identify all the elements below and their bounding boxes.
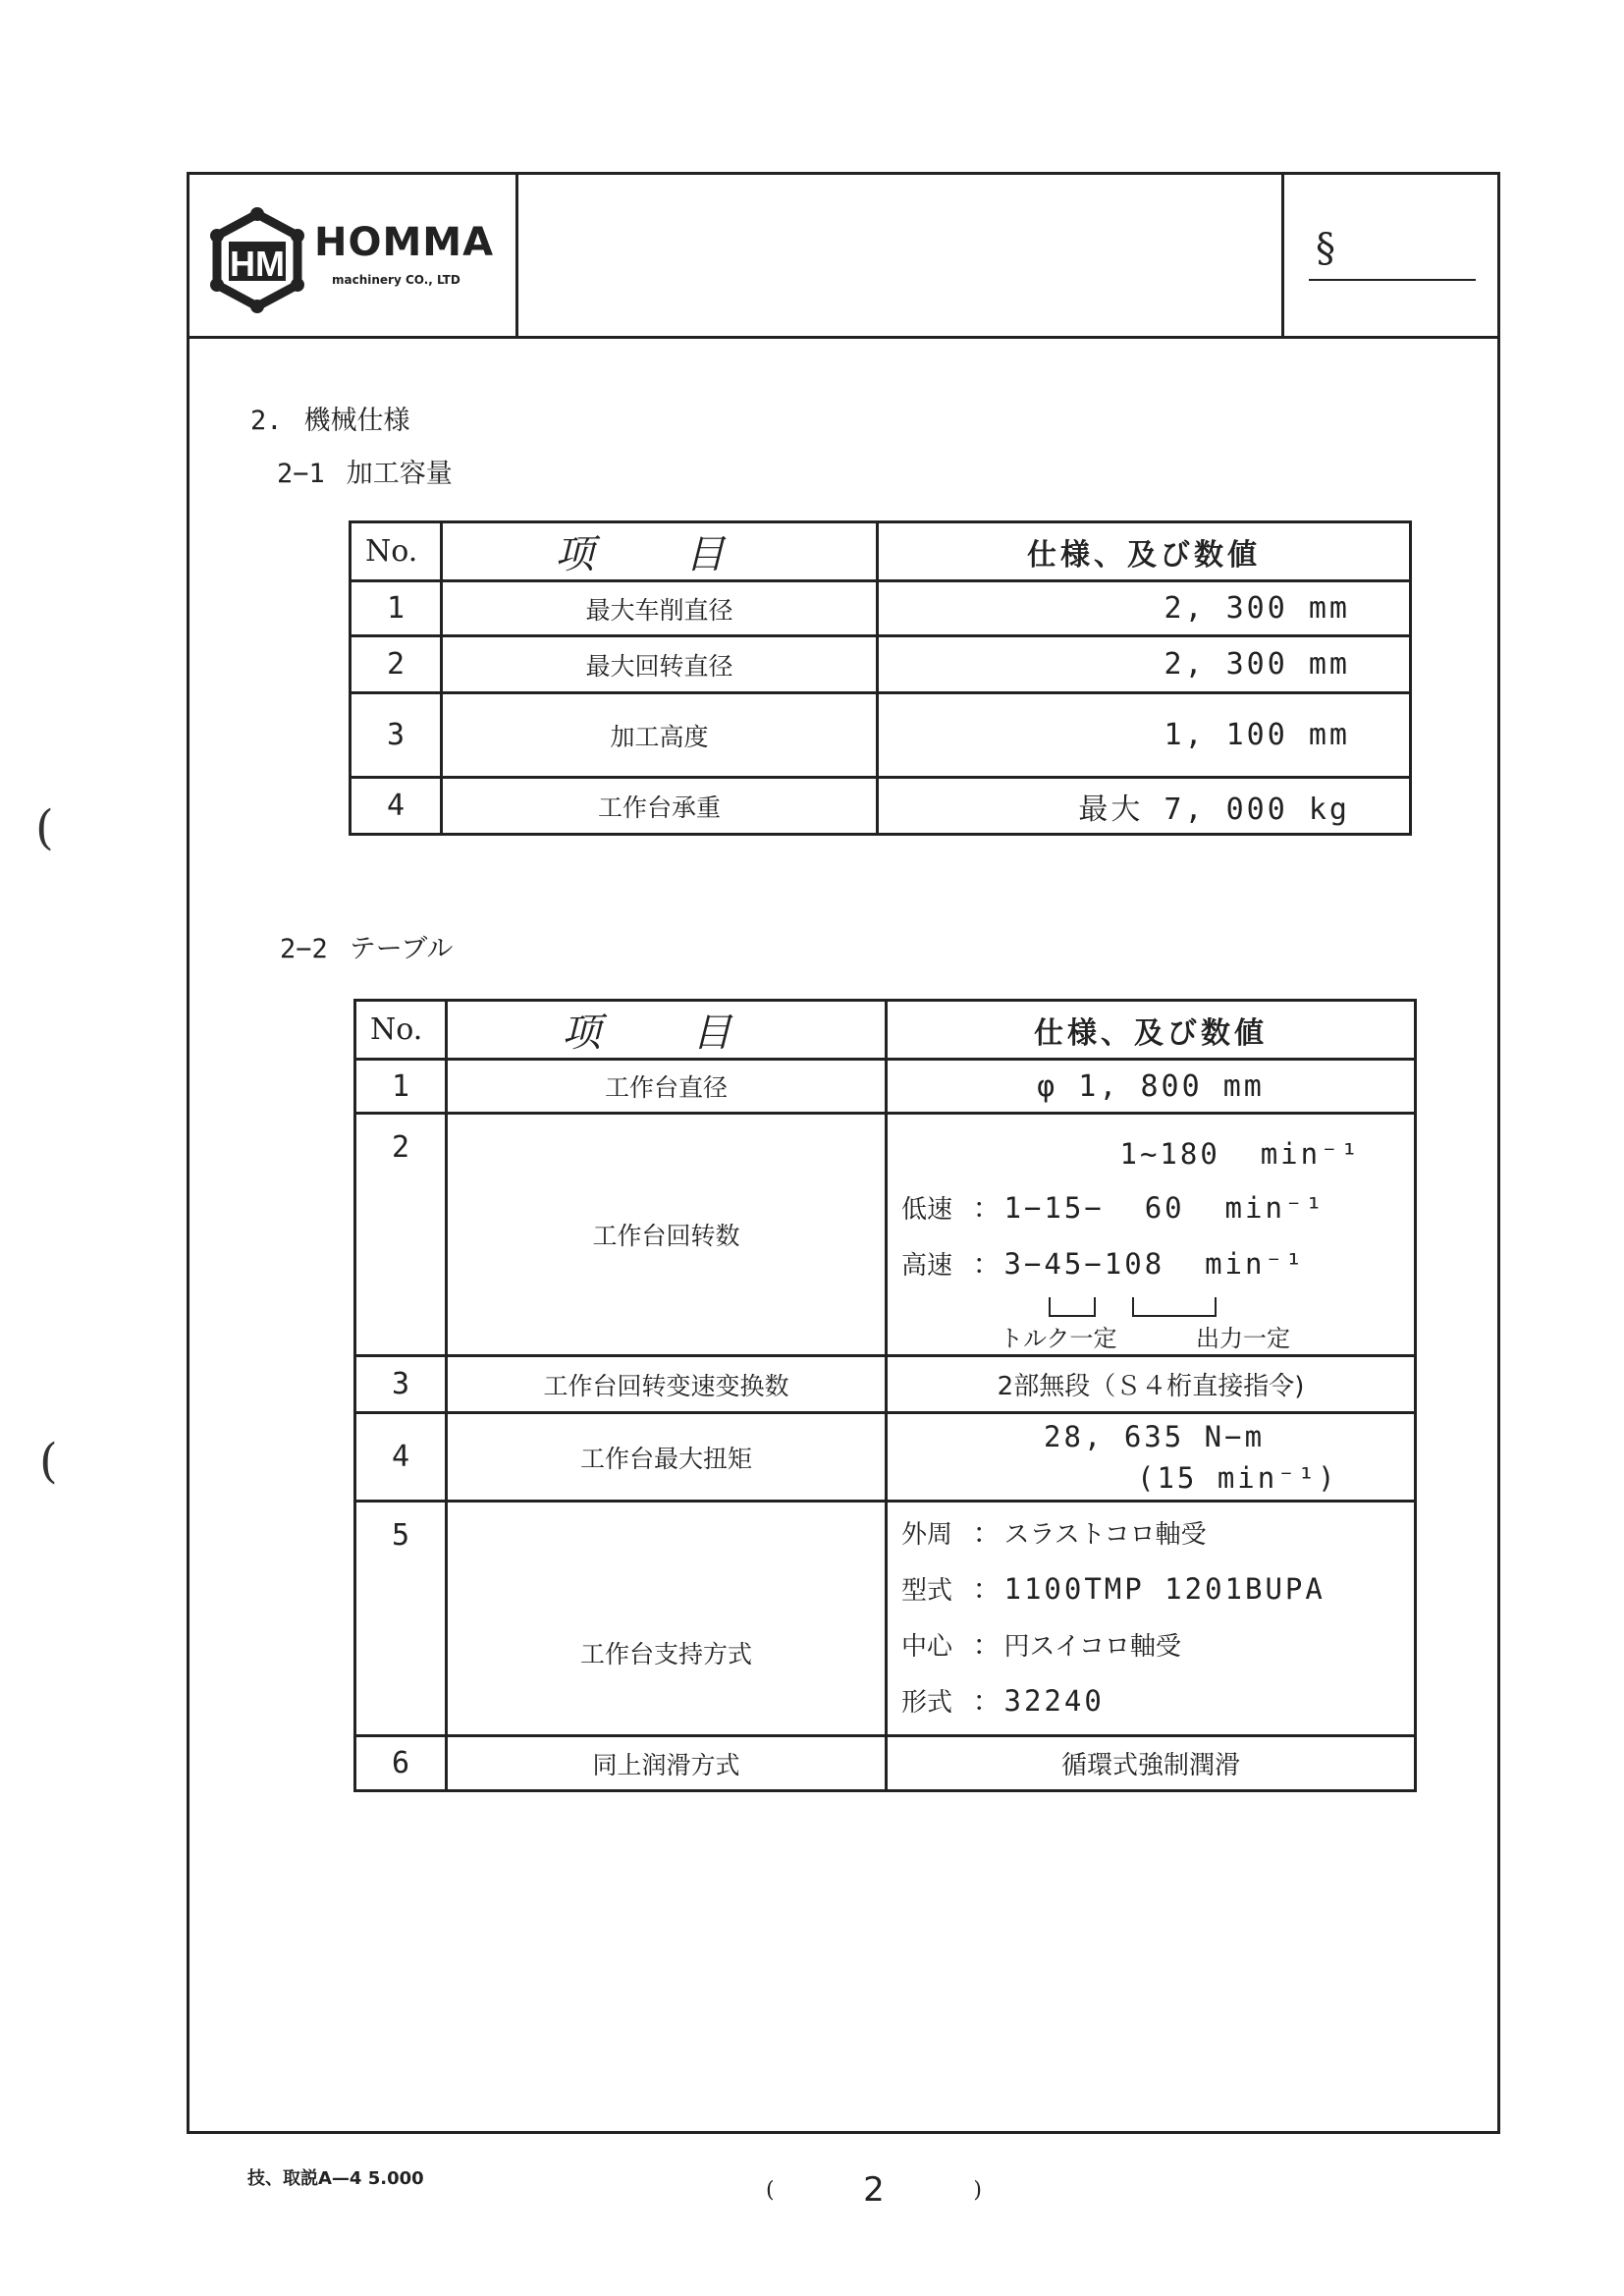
brand-subtitle: machinery CO., LTD (332, 273, 460, 287)
section-mark: § (1316, 226, 1335, 271)
table-row (351, 581, 1411, 636)
output-bracket (1132, 1297, 1217, 1317)
torque-value: 28, 635 N−m (1044, 1419, 1266, 1453)
punch-hole-mark: ( (35, 800, 54, 855)
svg-text:HM: HM (230, 244, 285, 284)
row-value: 最大 7, 000 kg (878, 778, 1411, 835)
row-no: 5 (355, 1502, 447, 1736)
capacity-table (349, 520, 1412, 836)
row-item: 工作台回转数 (447, 1114, 887, 1356)
section-heading: 2. 機械仕様 (250, 406, 410, 436)
torque-bracket (1049, 1297, 1096, 1317)
row-item: 工作台回转变速变换数 (447, 1356, 887, 1413)
header-divider (1281, 172, 1284, 339)
row-value: φ 1, 800 mm (887, 1060, 1416, 1114)
output-label: 出力一定 (1196, 1324, 1290, 1352)
torque-speed: (15 min⁻¹) (1137, 1460, 1338, 1495)
row-value: 2, 300 mm (878, 636, 1411, 693)
support-center: 中心 ：円スイコロ軸受 (901, 1628, 1181, 1662)
col-header-no: No. (351, 522, 442, 581)
torque-label: トルク一定 (1000, 1324, 1117, 1352)
row-value: 2, 300 mm (878, 581, 1411, 636)
row-item: 工作台最大扭矩 (447, 1413, 887, 1502)
col-header-spec: 仕様、及び数値 (887, 1001, 1416, 1060)
table-row (355, 1502, 1416, 1736)
brand-name: HOMMA (314, 220, 495, 265)
support-outer-type: 型式 ：1100TMP 1201BUPA (901, 1572, 1326, 1606)
row-no: 2 (355, 1114, 447, 1356)
subsection-heading-table: 2−2 テーブル (280, 934, 454, 964)
table-row (355, 1356, 1416, 1413)
row-no: 4 (355, 1413, 447, 1502)
row-no: 1 (355, 1060, 447, 1114)
header-divider (515, 172, 518, 339)
speed-bracket (901, 1293, 1400, 1352)
row-value: 1, 100 mm (878, 693, 1411, 778)
speed-range: 1~180 min⁻¹ (1119, 1136, 1361, 1171)
subsection-heading-capacity: 2−1 加工容量 (277, 459, 453, 489)
table-row (351, 693, 1411, 778)
row-item: 工作台支持方式 (447, 1502, 887, 1736)
row-no: 4 (351, 778, 442, 835)
form-code: 技、取説A—4 5.000 (247, 2168, 424, 2189)
col-header-item: 项 目 (447, 1001, 887, 1060)
row-item: 加工高度 (442, 693, 878, 778)
row-item: 最大车削直径 (442, 581, 878, 636)
support-outer: 外周 ：スラストコロ軸受 (901, 1516, 1207, 1550)
row-no: 3 (351, 693, 442, 778)
table-spec-table (353, 999, 1417, 1792)
punch-hole-mark: ( (39, 1434, 58, 1489)
row-item: 工作台承重 (442, 778, 878, 835)
col-header-item: 项 目 (442, 522, 878, 581)
row-value (887, 1114, 1416, 1356)
row-no: 3 (355, 1356, 447, 1413)
row-item: 同上润滑方式 (447, 1736, 887, 1791)
table-row (355, 1060, 1416, 1114)
table-row (355, 1413, 1416, 1502)
speed-low: 低速 ：1−15− 60 min⁻¹ (901, 1190, 1326, 1225)
page-number: ( 2 ) (766, 2170, 982, 2210)
row-no: 6 (355, 1736, 447, 1791)
row-item: 最大回转直径 (442, 636, 878, 693)
speed-high: 高速 ：3−45−108 min⁻¹ (901, 1246, 1306, 1281)
row-no: 1 (351, 581, 442, 636)
row-no: 2 (351, 636, 442, 693)
row-value (887, 1502, 1416, 1736)
section-line (1309, 279, 1476, 281)
row-value (887, 1413, 1416, 1502)
col-header-no: No. (355, 1001, 447, 1060)
table-row (351, 778, 1411, 835)
table-row (355, 1736, 1416, 1791)
row-value: 2部無段（Ｓ４桁直接指令) (887, 1356, 1416, 1413)
row-value: 循環式強制潤滑 (887, 1736, 1416, 1791)
row-item: 工作台直径 (447, 1060, 887, 1114)
table-row (355, 1114, 1416, 1356)
col-header-spec: 仕様、及び数値 (878, 522, 1411, 581)
support-center-type: 形式 ：32240 (901, 1684, 1105, 1718)
table-row (351, 636, 1411, 693)
